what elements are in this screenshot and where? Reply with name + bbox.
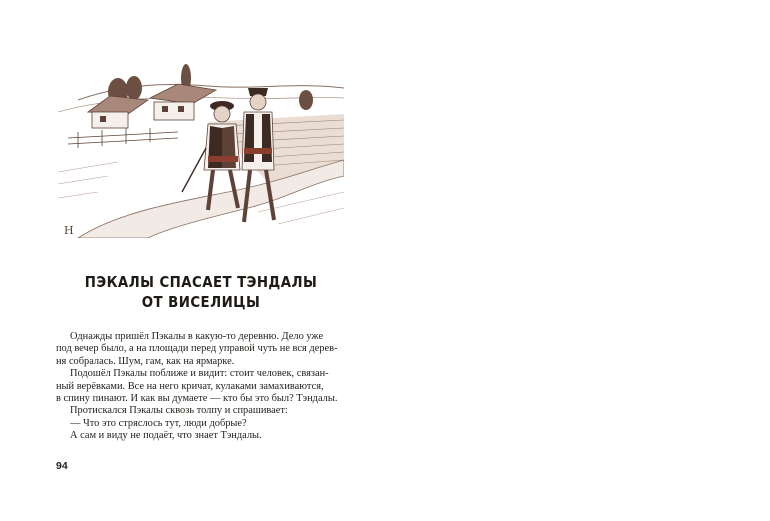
chapter-illustration [58,52,344,238]
text-line: ня собралась. Шум, гам, как на ярмарке. [56,355,235,367]
right-page [385,0,770,521]
text-line: А сам и виду не подаёт, что знает Тэндалы. [70,430,262,442]
text-line: под вечер было, а на площади перед управой чуть не вся дерев- [56,343,338,355]
left-page-body [56,331,346,443]
text-line: Протискался Пэкалы сквозь толпу и спрашивает: [70,405,288,417]
text-line: — Что это стряслось тут, люди добрые? [70,417,247,429]
text-line: ный верёвками. Все на него кричат, кулаками замахиваются, [56,380,324,392]
illustration-two-travelers-on-road [58,52,344,238]
text-line: Однажды пришёл Пэкалы в какую-то деревню. Дело уже [70,331,324,342]
chapter-title [76,272,325,312]
illustrator-signature: Н [64,224,74,237]
page-number: 94 [56,460,68,472]
chapter-title-line: ОТ ВИСЕЛИЦЫ [141,293,261,311]
text-line: Подошёл Пэкалы поближе и видит: стоит человек, связан- [70,368,329,380]
text-line: в спину пинают. И как вы думаете — кто бы это был? Тэндалы. [56,393,338,405]
chapter-title-line: ПЭКАЛЫ СПАСАЕТ ТЭНДАЛЫ [84,273,318,291]
